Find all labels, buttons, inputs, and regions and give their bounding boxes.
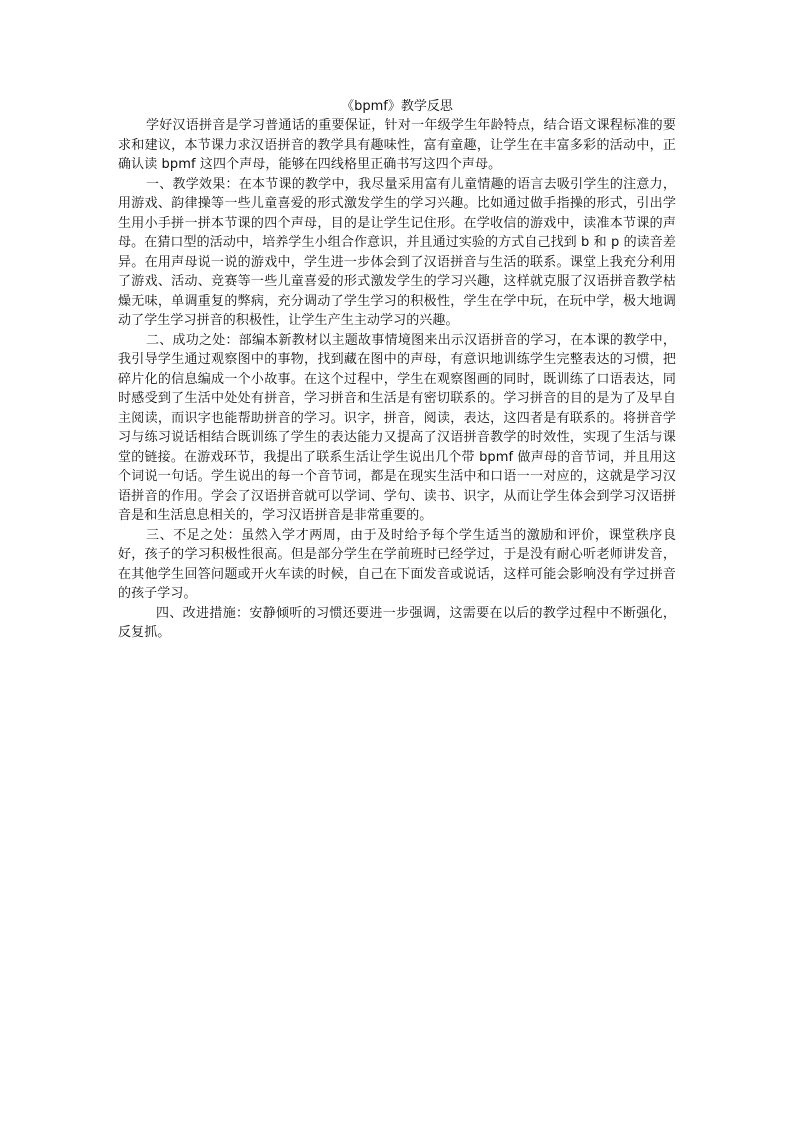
- teaching-effect-paragraph: 一、教学效果：在本节课的教学中，我尽量采用富有儿童情趣的语言去吸引学生的注意力，用游戏、韵律操等一些儿童喜爱的形式激发学生的学习兴趣。比如通过做手指操的形式，引出学生用小手拼一拼本节课的四个声母，目的是让学生记住形。在学收信的游戏中，读准本节课的声母。在猜口型的活动中，培养学生小组合作意识，并且通过实验的方式自己找到 b 和 p 的读音差异。在用声母说一说的游戏中，学生进一步体会到了汉语拼音与生活的联系。课堂上我充分利用了游戏、活动、竞赛等一些儿童喜爱的形式激发学生的学习兴趣，这样就克服了汉语拼音教学枯燥无味，单调重复的弊病，充分调动了学生学习的积极性，学生在学中玩，在玩中学，极大地调动了学生学习拼音的积极性，让学生产生主动学习的兴趣。: [118, 176, 676, 328]
- document-page: [118, 97, 676, 643]
- success-paragraph: 二、成功之处：部编本新教材以主题故事情境图来出示汉语拼音的学习，在本课的教学中，我引导学生通过观察图中的事物，找到藏在图中的声母，有意识地训练学生完整表达的习惯，把碎片化的信息编成一个小故事。在这个过程中，学生在观察图画的同时，既训练了口语表达，同时感受到了生活中处处有拼音，学习拼音和生活是有密切联系的。学习拼音的目的是为了及早自主阅读，而识字也能帮助拼音的学习。识字，拼音，阅读，表达，这四者是有联系的。将拼音学习与练习说话相结合既训练了学生的表达能力又提高了汉语拼音教学的时效性，实现了生活与课堂的链接。在游戏环节，我提出了联系生活让学生说出几个带 bpmf 做声母的音节词，并且用这个词说一句话。学生说出的每一个音节词，都是在现实生活中和口语一一对应的，这就是学习汉语拼音的作用。学会了汉语拼音就可以学词、学句、读书、识字，从而让学生体会到学习汉语拼音是和生活息息相关的，学习汉语拼音是非常重要的。: [118, 332, 676, 523]
- shortcomings-paragraph: 三、不足之处：虽然入学才两周，由于及时给予每个学生适当的激励和评价，课堂秩序良好，孩子的学习积极性很高。但是部分学生在学前班时已经学过，于是没有耐心听老师讲发音，在其他学生回答问题或开火车读的时候，自己在下面发音或说话，这样可能会影响没有学过拼音的孩子学习。: [118, 527, 676, 601]
- document-title: 《bpmf》教学反思: [341, 99, 453, 114]
- improvement-paragraph: 四、改进措施：安静倾听的习惯还要进一步强调，这需要在以后的教学过程中不断强化，反复抓。: [118, 605, 676, 640]
- intro-paragraph: 学好汉语拼音是学习普通话的重要保证，针对一年级学生年龄特点，结合语文课程标准的要求和建议，本节课力求汉语拼音的教学具有趣味性，富有童趣，让学生在丰富多彩的活动中，正确认读 bpmf 这四个声母，能够在四线格里正确书写这四个声母。: [118, 118, 676, 172]
